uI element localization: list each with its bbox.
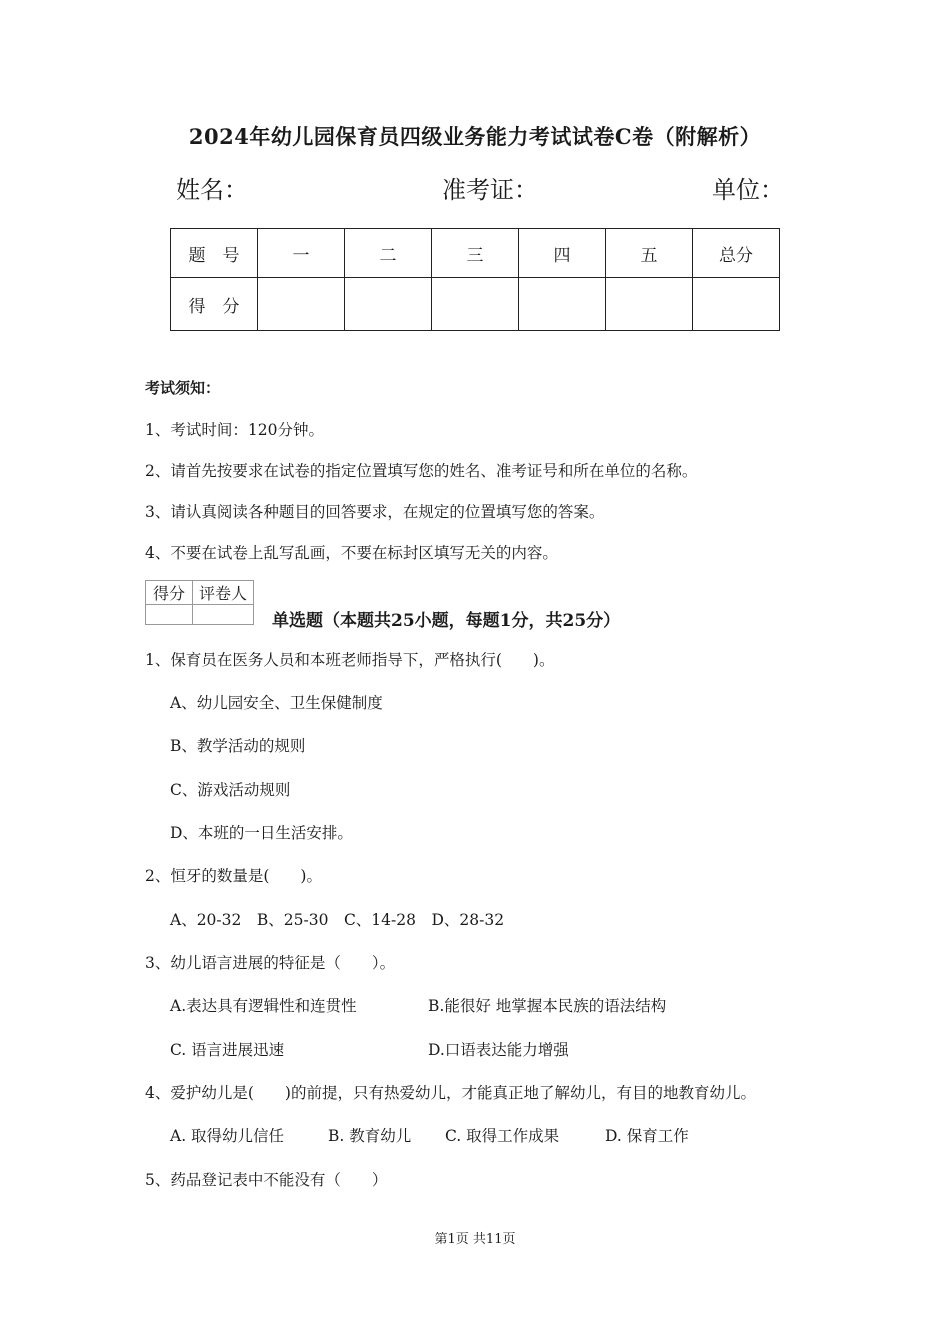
score-table-header-cell: 一 — [258, 229, 345, 278]
notice-item: 3、请认真阅读各种题目的回答要求，在规定的位置填写您的答案。 — [145, 503, 605, 521]
grader-box — [145, 580, 254, 625]
grader-reviewer-cell — [193, 605, 254, 625]
question-option: A. 取得幼儿信任 — [170, 1127, 285, 1145]
score-cell — [345, 278, 432, 331]
score-table-header-cell: 三 — [432, 229, 519, 278]
question-stem: 5、药品登记表中不能没有（ ） — [145, 1171, 388, 1189]
question-option: C、游戏活动规则 — [170, 781, 291, 799]
score-cell — [693, 278, 780, 331]
score-table-header-row — [171, 229, 780, 278]
score-cell — [432, 278, 519, 331]
score-cell — [258, 278, 345, 331]
question-option: C. 取得工作成果 — [445, 1127, 560, 1145]
question-option: D、本班的一日生活安排。 — [170, 824, 353, 842]
section-title: 单选题（本题共25小题，每题1分，共25分） — [272, 611, 621, 631]
question-option: D. 保育工作 — [605, 1127, 689, 1145]
question-option: B. 教育幼儿 — [328, 1127, 412, 1145]
score-cell — [606, 278, 693, 331]
question-option: B.能很好 地掌握本民族的语法结构 — [428, 997, 667, 1015]
question-option: C. 语言进展迅速 — [170, 1041, 285, 1059]
score-table-score-row — [171, 278, 780, 331]
grader-score-cell — [146, 605, 193, 625]
notice-heading: 考试须知： — [145, 379, 221, 397]
question-stem: 4、爱护幼儿是( )的前提，只有热爱幼儿，才能真正地了解幼儿，有目的地教育幼儿。 — [145, 1084, 756, 1102]
unit-field-label: 单位： — [712, 176, 784, 204]
question-stem: 3、幼儿语言进展的特征是（ ）。 — [145, 954, 396, 972]
notice-item: 2、请首先按要求在试卷的指定位置填写您的姓名、准考证号和所在单位的名称。 — [145, 462, 698, 480]
exam-id-field-label: 准考证： — [442, 176, 538, 204]
question-stem: 1、保育员在医务人员和本班老师指导下，严格执行( )。 — [145, 651, 555, 669]
score-table-header-cell: 四 — [519, 229, 606, 278]
question-option: A、幼儿园安全、卫生保健制度 — [170, 694, 383, 712]
score-cell — [519, 278, 606, 331]
score-table — [170, 228, 780, 331]
question-stem: 2、恒牙的数量是( )。 — [145, 867, 322, 885]
grader-reviewer-label: 评卷人 — [193, 581, 254, 605]
question-option: B、教学活动的规则 — [170, 737, 306, 755]
page-footer: 第1页 共11页 — [434, 1232, 516, 1247]
question-option: D.口语表达能力增强 — [428, 1041, 569, 1059]
score-table-header-cell: 总分 — [693, 229, 780, 278]
score-table-row-label: 得 分 — [171, 278, 258, 331]
score-table-header-cell: 五 — [606, 229, 693, 278]
grader-score-label: 得分 — [146, 581, 193, 605]
name-field-label: 姓名： — [176, 176, 248, 204]
score-table-header-cell: 题 号 — [171, 229, 258, 278]
question-option: A.表达具有逻辑性和连贯性 — [170, 997, 357, 1015]
document-title: 2024年幼儿园保育员四级业务能力考试试卷C卷（附解析） — [188, 124, 762, 149]
notice-item: 4、不要在试卷上乱写乱画，不要在标封区填写无关的内容。 — [145, 544, 558, 562]
question-options-line: A、20-32 B、25-30 C、14-28 D、28-32 — [170, 911, 505, 929]
score-table-header-cell: 二 — [345, 229, 432, 278]
notice-item: 1、考试时间：120分钟。 — [145, 421, 324, 439]
